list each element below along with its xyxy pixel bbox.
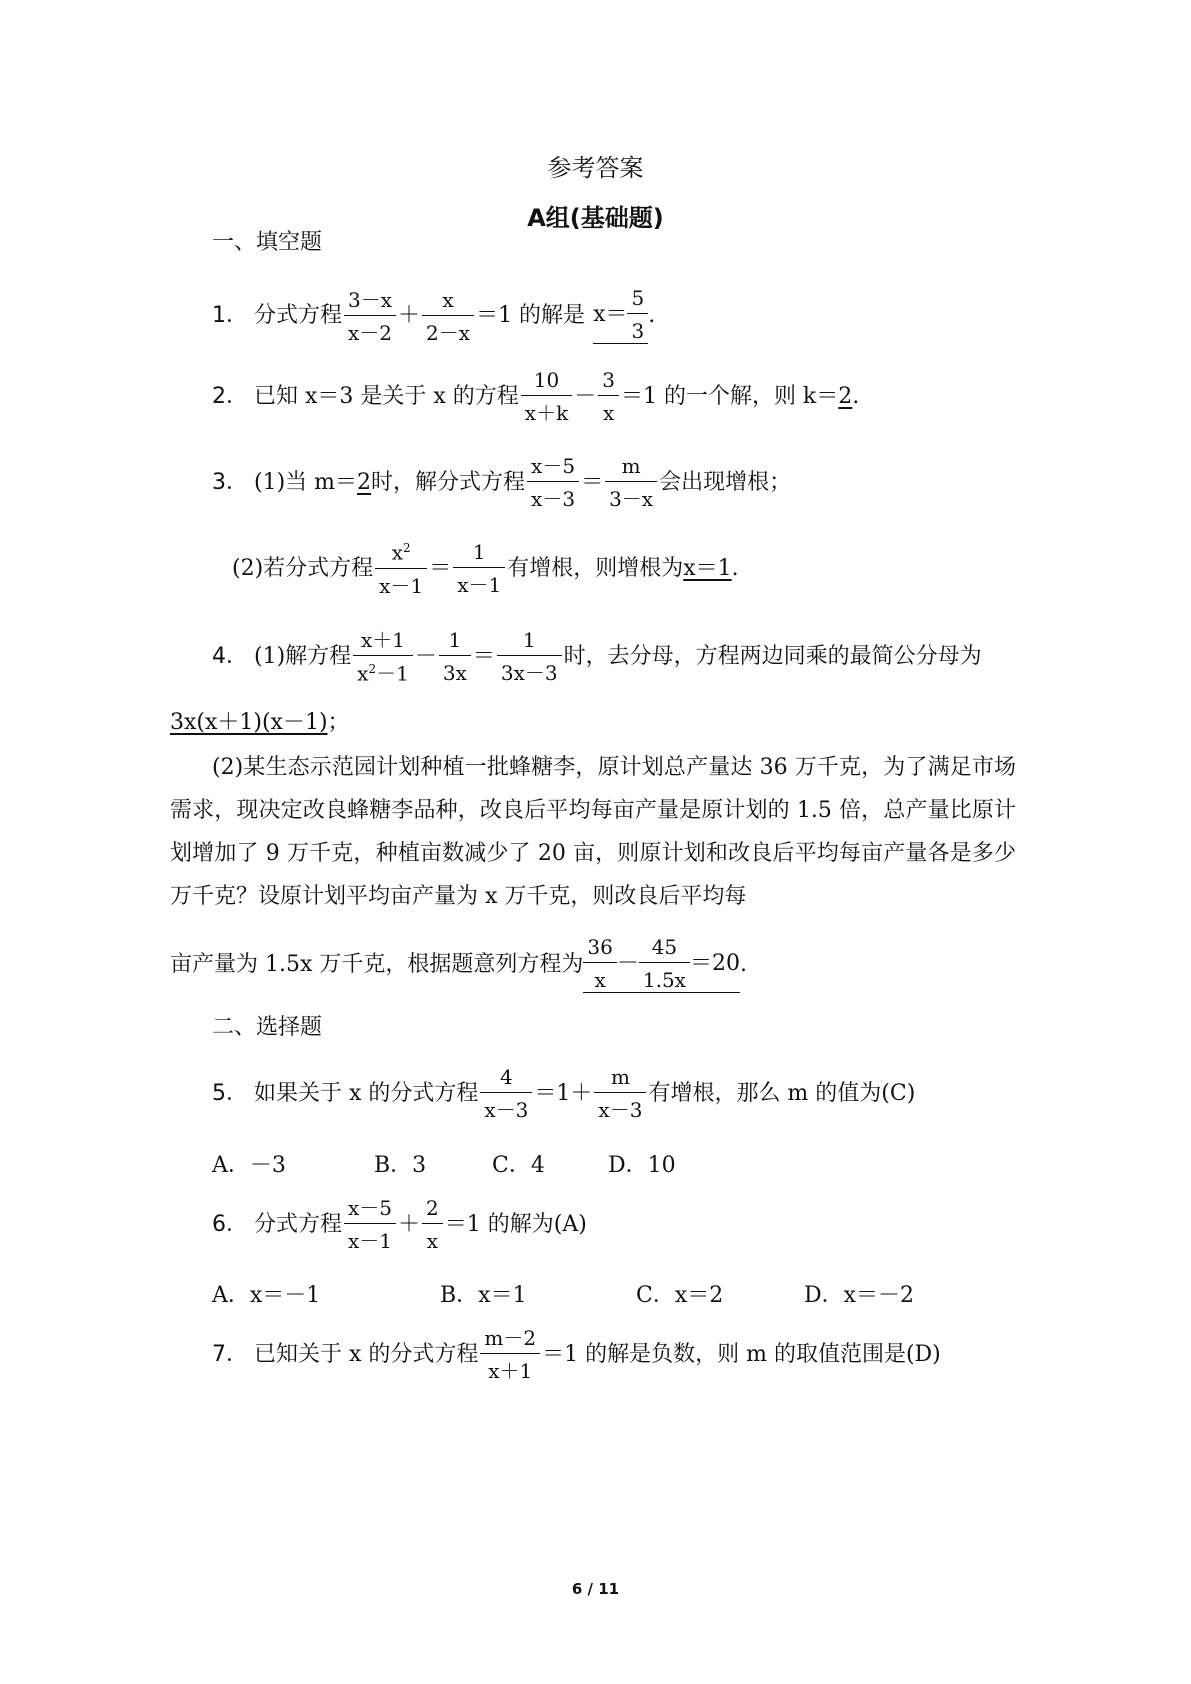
question-text: 时，解分式方程: [371, 469, 526, 495]
fraction: $\frac{2}{x}$: [422, 1198, 443, 1251]
question-3-part-1: [212, 456, 791, 509]
operator: ＋: [398, 1211, 421, 1237]
operator: －: [574, 383, 597, 409]
question-text: ＝1 的解是: [476, 303, 586, 328]
option-b: B．x＝1: [440, 1283, 527, 1308]
punctuation: .: [731, 555, 739, 581]
fraction: $\frac{m-2}{x+1}$: [480, 1328, 540, 1381]
operator: －: [414, 643, 437, 669]
question-5: [212, 1067, 915, 1120]
question-text: ＝1＋: [534, 1080, 593, 1106]
punctuation: ；: [327, 710, 350, 735]
fraction: $\frac{x+1}{x^2-1}$: [353, 630, 413, 684]
question-text: (1)解方程: [254, 643, 352, 669]
question-number: 3．: [212, 469, 248, 495]
answer-blank: x＝ $\frac{5}{3}$: [593, 288, 648, 344]
option-d: D．x＝－2: [804, 1283, 915, 1308]
fraction: $\frac{1}{x-1}$: [453, 542, 505, 595]
question-4-part-1: [212, 630, 982, 684]
question-number: 7．: [212, 1341, 248, 1367]
answer-blank: x＝1: [683, 555, 732, 581]
operator: ＝: [581, 469, 604, 495]
option-a: A．－3: [212, 1153, 286, 1178]
question-text: 已知 x＝3 是关于 x 的方程: [254, 383, 519, 409]
question-text: (2)若分式方程: [232, 555, 374, 581]
answer-blank: 3x(x＋1)(x－1): [170, 710, 328, 735]
question-text: 会出现增根；: [659, 469, 792, 495]
operator: ＝: [472, 643, 495, 669]
question-text: 有增根，那么 m 的值为(C): [648, 1080, 916, 1106]
fraction: $\frac{3}{x}$: [598, 370, 619, 423]
question-1: [212, 288, 655, 344]
option-a: A．x＝－1: [212, 1283, 321, 1308]
question-7: [212, 1328, 941, 1381]
punctuation: .: [739, 952, 747, 977]
question-text: 亩产量为 1.5x 万千克，根据题意列方程为: [170, 952, 584, 977]
question-text: ＝1 的解为(A): [444, 1211, 587, 1237]
question-2: [212, 370, 859, 423]
question-text: 有增根，则增根为: [507, 555, 684, 581]
question-number: 4．: [212, 643, 248, 669]
fraction: $\frac{3-x}{x-2}$: [344, 290, 396, 343]
question-text: ＝1 的一个解，则 k＝: [620, 383, 839, 409]
question-3-part-2: [232, 542, 739, 596]
question-4-answer: [170, 712, 350, 734]
question-text: 如果关于 x 的分式方程: [254, 1080, 479, 1106]
section-heading-fill-blank: 一、填空题: [212, 230, 323, 255]
option-b: B．3: [374, 1153, 427, 1178]
fraction: $\frac{m}{3-x}$: [605, 456, 657, 509]
question-number: 6．: [212, 1211, 248, 1237]
page-number: 6 / 11: [571, 1580, 620, 1598]
question-4-part-2-equation: [170, 937, 747, 993]
question-text: ＝1 的解是负数，则 m 的取值范围是(D): [542, 1341, 941, 1367]
fraction: $\frac{10}{x+k}$: [521, 370, 572, 423]
fraction: $\frac{x-5}{x-3}$: [527, 456, 579, 509]
answer-blank: 2: [357, 469, 372, 495]
fraction: $\frac{x-5}{x-1}$: [344, 1198, 396, 1251]
fraction: $\frac{1}{3x}$: [439, 630, 471, 683]
question-text: 时，去分母，方程两边同乘的最简公分母为: [563, 643, 982, 669]
fraction: $\frac{4}{x-3}$: [480, 1067, 532, 1120]
question-text: 已知关于 x 的分式方程: [254, 1341, 479, 1367]
question-text: (1)当 m＝: [254, 469, 358, 495]
question-number: 5．: [212, 1080, 248, 1106]
page-subtitle: A组(基础题): [527, 204, 664, 232]
question-4-part-2-text: (2)某生态示范园计划种植一批蜂糖李，原计划总产量达 36 万千克，为了满足市场需求，现决定改良蜂糖李品种，改良后平均每亩产量是原计划的 1.5 倍，总产量比原计划增加了 9 万千克，种植亩数减少了 20 亩，则原计划和改良后平均每亩产量各是多少万千克？设原计划平均亩产量为 x 万千克，则改良后平均每: [170, 755, 1016, 909]
option-d: D．10: [608, 1153, 676, 1178]
question-number: 1．: [212, 303, 248, 328]
fraction: $\frac{1}{3x-3}$: [497, 630, 562, 683]
question-text: 分式方程: [254, 1211, 343, 1237]
fraction: $\frac{x}{2-x}$: [422, 290, 474, 343]
section-heading-multiple-choice: 二、选择题: [212, 1015, 323, 1040]
question-text: 分式方程: [254, 303, 343, 328]
answer-blank: 2: [838, 383, 853, 409]
operator: ＝: [429, 555, 452, 581]
fraction: $\frac{x^2}{x-1}$: [375, 542, 427, 596]
fraction: $\frac{m}{x-3}$: [594, 1067, 646, 1120]
operator: ＋: [398, 303, 421, 328]
answer-blank: $\frac{36}{x}$ － $\frac{45}{1.5x}$ ＝20: [583, 937, 740, 993]
question-number: 2．: [212, 383, 248, 409]
punctuation: .: [852, 383, 860, 409]
punctuation: .: [648, 303, 656, 328]
page-title: 参考答案: [547, 154, 644, 182]
question-6: [212, 1198, 587, 1251]
option-c: C．4: [492, 1153, 545, 1178]
option-c: C．x＝2: [636, 1283, 724, 1308]
